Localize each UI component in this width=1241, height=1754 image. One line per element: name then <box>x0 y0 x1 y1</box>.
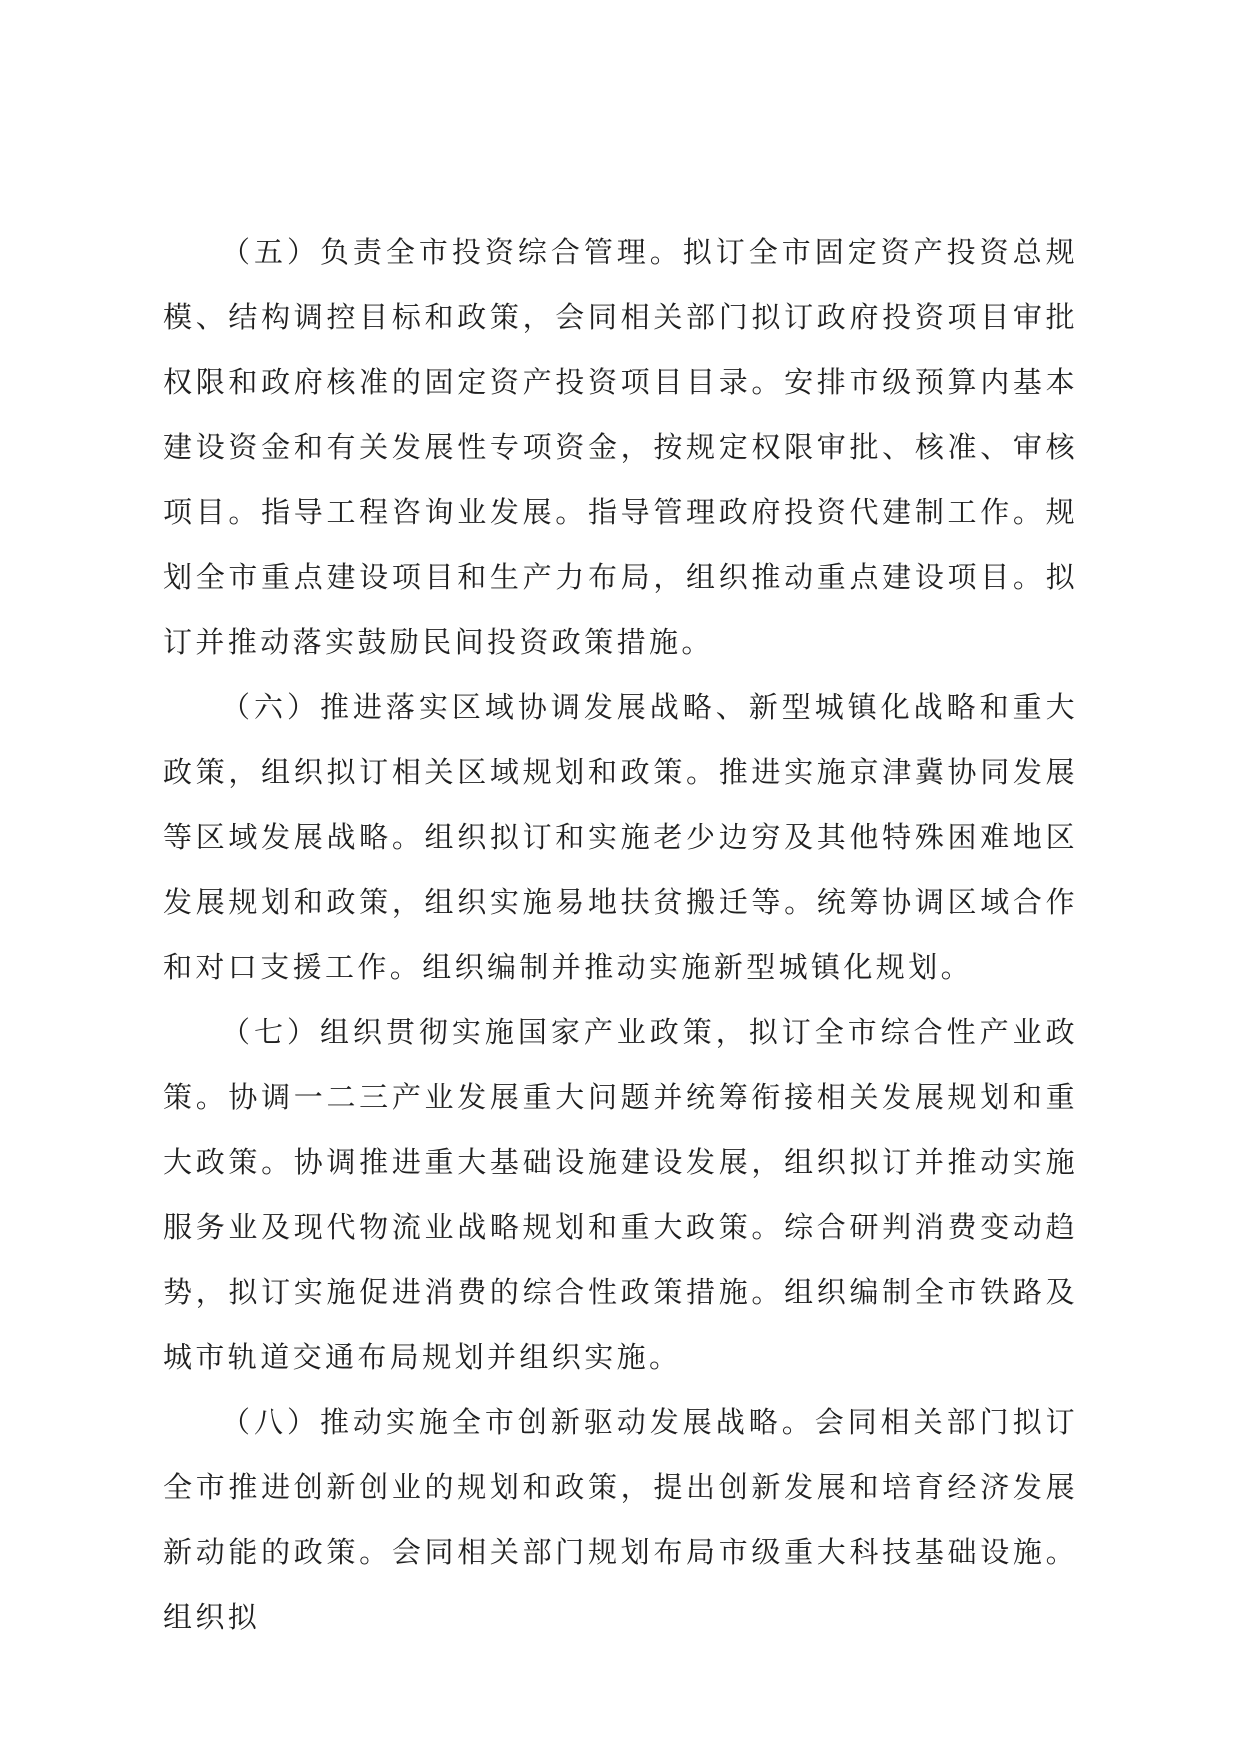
paragraph-6: （六）推进落实区域协调发展战略、新型城镇化战略和重大政策，组织拟订相关区域规划和政策。推进实施京津冀协同发展等区域发展战略。组织拟订和实施老少边穷及其他特殊困难地区发展规划和政策，组织实施易地扶贫搬迁等。统筹协调区域合作和对口支援工作。组织编制并推动实施新型城镇化规划。 <box>163 690 1078 984</box>
paragraph-7: （七）组织贯彻实施国家产业政策，拟订全市综合性产业政策。协调一二三产业发展重大问题并统筹衔接相关发展规划和重大政策。协调推进重大基础设施建设发展，组织拟订并推动实施服务业及现代物流业战略规划和重大政策。综合研判消费变动趋势，拟订实施促进消费的综合性政策措施。组织编制全市铁路及城市轨道交通布局规划并组织实施。 <box>163 1015 1078 1374</box>
paragraph-8: （八）推动实施全市创新驱动发展战略。会同相关部门拟订全市推进创新创业的规划和政策，提出创新发展和培育经济发展新动能的政策。会同相关部门规划布局市级重大科技基础设施。组织拟 <box>163 1405 1078 1634</box>
paragraph-5: （五）负责全市投资综合管理。拟订全市固定资产投资总规模、结构调控目标和政策，会同相关部门拟订政府投资项目审批权限和政府核准的固定资产投资项目目录。安排市级预算内基本建设资金和有关发展性专项资金，按规定权限审批、核准、审核项目。指导工程咨询业发展。指导管理政府投资代建制工作。规划全市重点建设项目和生产力布局，组织推动重点建设项目。拟订并推动落实鼓励民间投资政策措施。 <box>163 235 1078 659</box>
document-body <box>163 220 1078 1650</box>
